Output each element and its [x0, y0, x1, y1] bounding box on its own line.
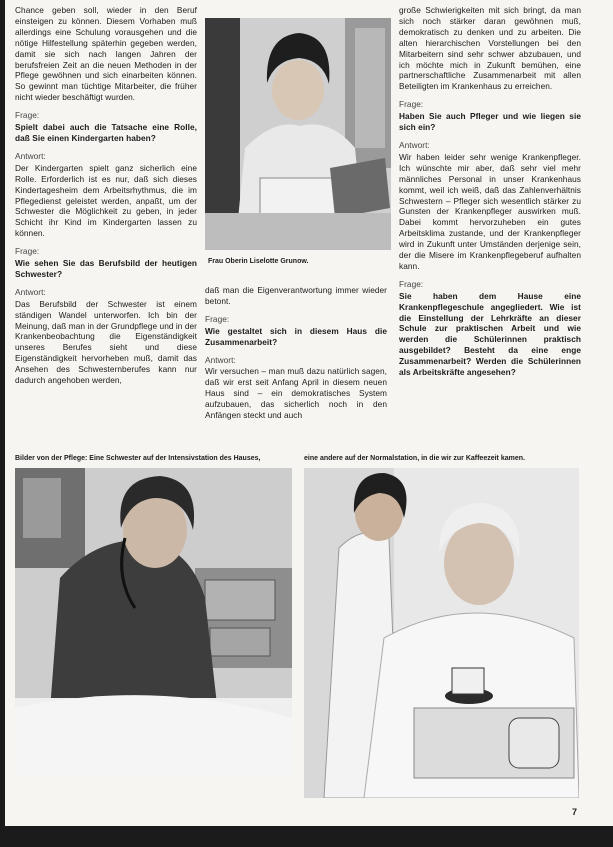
question-label: Frage: — [399, 99, 424, 110]
text-column-3 — [399, 5, 581, 378]
question-text: Wie sehen Sie das Berufsbild der heutigen Schwester? — [15, 258, 197, 279]
question-label: Frage: — [15, 246, 40, 257]
question-label: Frage: — [205, 313, 230, 324]
col3-intro: große Schwierigkeiten mit sich bringt, da man sich noch stärker daran gewöhnen muß, demokratisch zu denken und zu arbeiten. Die alten hierarchischen Vorstellungen bei den Mitarbeitern sind sehr schwer abzubauen, und ich möchte mich in Zukunft bemühen, eine partnerschaftliche Zusammenarbeit mit allen Beteiligten im Krankenhaus zu erreichen. — [399, 5, 581, 92]
col2-intro: daß man die Eigenverantwortung immer wieder betont. — [205, 285, 387, 306]
answer-label: Antwort: — [399, 139, 430, 150]
question-label: Frage: — [15, 110, 40, 121]
photo-caption-left: Bilder von der Pflege: Eine Schwester auf der Intensivstation des Hauses, — [15, 455, 261, 462]
portrait-photo — [205, 18, 391, 250]
page-number: 7 — [572, 807, 578, 817]
portrait-caption: Frau Oberin Liselotte Grunow. — [208, 258, 309, 265]
photo-caption-right: eine andere auf der Normalstation, in die wir zur Kaffeezeit kamen. — [304, 455, 525, 462]
answer-label: Antwort: — [205, 354, 236, 365]
col1-intro: Chance geben soll, wieder in den Beruf einsteigen zu können. Diesem Vorhaben muß allerdings eine Schulung vorausgehen und die nötige Hilfestellung späterhin gegeben werden, damit sie sich nach langen Jahren der berufsfreien Zeit an die neuen Methoden in der Pflege gewöhnen und sich einarbeiten können. So gewinnt man tüchtige Mitarbeiter, die früher nicht wieder beschäftigt wurden. — [15, 5, 197, 103]
text-column-2 — [205, 285, 387, 421]
answer-text: Wir haben leider sehr wenige Krankenpfleger. Ich wünschte mir aber, daß sehr viel mehr männliches Personal in unser Krankenhaus kommt, weil ich weiß, daß das Zahlenverhältnis Schwestern – Pfleger sich wesentlich stärker zu Gunsten der Krankenpfleger auswirken muß. Dabei kommt hervorzuheben ein gutes Arbeitsklima zustande, und der Krankenpfleger wird in Zukunft unter Umständen derjenige sein, der die Misere im Krankenpflegeberuf aufhalten kann. — [399, 151, 581, 271]
answer-text: Der Kindergarten spielt ganz sicherlich eine Rolle. Erforderlich ist es nur, daß sich dieses Kindertagesheim dem Arbeitsrhythmus, die im Pflegedienst geleistet werden, anpaßt, um der Schwester die Möglichkeit zu geben, in jeder Schicht ihr Kind im Kindergarten lassen zu können. — [15, 162, 197, 239]
answer-label: Antwort: — [15, 286, 46, 297]
question-text: Spielt dabei auch die Tatsache eine Rolle, daß Sie einen Kindergarten haben? — [15, 122, 197, 143]
scan-edge-left — [0, 0, 5, 847]
answer-label: Antwort: — [15, 150, 46, 161]
photo-normal-ward — [304, 468, 579, 798]
question-text: Haben Sie auch Pfleger und wie liegen sie sich ein? — [399, 111, 581, 133]
question-text: Wie gestaltet sich in diesem Haus die Zusammenarbeit? — [205, 325, 387, 347]
answer-text: Wir versuchen – man muß dazu natürlich sagen, daß wir erst seit Anfang April in diesem neuen Haus sind – ein demokratisches System aufzubauen, das sicherlich noch in den Anfängen steckt und auch — [205, 366, 387, 421]
scan-edge-bottom — [0, 826, 613, 847]
question-text: Sie haben dem Hause eine Krankenpflegeschule angegliedert. Wie ist die Einstellung der Lehrkräfte an dieser Schule zur praktischen Arbeit und wie werden die Schülerinnen praktisch ausgebildet? Besteht da eine enge Zusammenarbeit? Werden die Schülerinnen als Arbeitskräfte angesehen? — [399, 290, 581, 378]
text-column-1 — [15, 5, 197, 386]
answer-text: Das Berufsbild der Schwester ist einem ständigen Wandel unterworfen. Ich bin der Meinung, daß man in der Grundpflege und in der Krankenbeobachtung die Eigenständigkeit unseres Berufes sieht und diese Eigenständigkeit hervorheben muß, damit das Ansehen des Schwesternberufes kann nur dadurch angehoben werden, — [15, 298, 197, 386]
photo-intensive-care — [15, 468, 292, 776]
question-label: Frage: — [399, 278, 424, 289]
